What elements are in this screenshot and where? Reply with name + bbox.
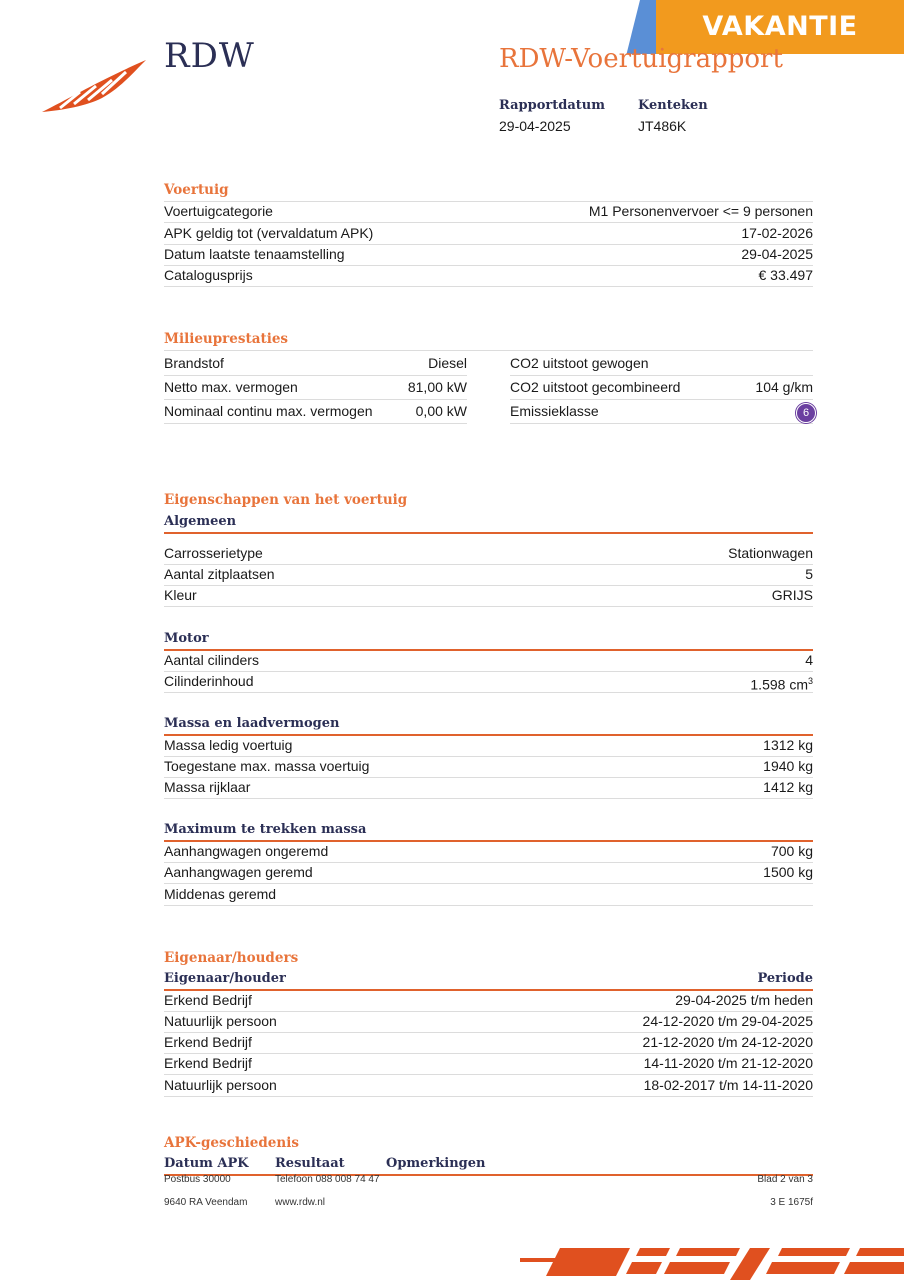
section-milieu-title: Milieuprestaties bbox=[164, 331, 289, 347]
row-label: Catalogusprijs bbox=[164, 267, 253, 283]
table-row bbox=[164, 1032, 813, 1054]
row-value: M1 Personenvervoer <= 9 personen bbox=[588, 203, 813, 219]
section-rule bbox=[164, 532, 813, 534]
row-value: 24-12-2020 t/m 29-04-2025 bbox=[642, 1013, 813, 1029]
col-header-remarks: Opmerkingen bbox=[386, 1156, 486, 1171]
row-value: 104 g/km bbox=[755, 379, 813, 395]
row-value: Stationwagen bbox=[728, 545, 813, 561]
row-value: 1940 kg bbox=[763, 758, 813, 774]
table-row bbox=[164, 990, 813, 1012]
table-row bbox=[164, 1075, 813, 1097]
row-label: Emissieklasse bbox=[510, 403, 599, 419]
rdw-logo-text: RDW bbox=[164, 36, 255, 76]
subsection-motor-title: Motor bbox=[164, 631, 209, 646]
promo-banner[interactable]: VAKANTIE KORTING bbox=[656, 0, 904, 54]
row-label: Netto max. vermogen bbox=[164, 379, 298, 395]
table-row bbox=[164, 735, 813, 757]
section-apk-title: APK-geschiedenis bbox=[164, 1135, 299, 1151]
footer-code: 3 E 1675f bbox=[770, 1197, 813, 1208]
section-eigenschappen-title: Eigenschappen van het voertuig bbox=[164, 492, 408, 508]
row-label: Kleur bbox=[164, 587, 197, 603]
subsection-massa-title: Massa en laadvermogen bbox=[164, 716, 340, 731]
row-label: APK geldig tot (vervaldatum APK) bbox=[164, 225, 374, 241]
table-row bbox=[164, 777, 813, 799]
subsection-algemeen-title: Algemeen bbox=[164, 514, 237, 529]
table-row bbox=[164, 862, 813, 884]
table-row bbox=[164, 585, 813, 607]
row-value: Diesel bbox=[428, 355, 467, 371]
row-label: Erkend Bedrijf bbox=[164, 1055, 252, 1071]
row-value: 18-02-2017 t/m 14-11-2020 bbox=[643, 1077, 813, 1093]
row-label: Datum laatste tenaamstelling bbox=[164, 246, 345, 262]
row-label: Aantal cilinders bbox=[164, 652, 259, 668]
row-label: Toegestane max. massa voertuig bbox=[164, 758, 370, 774]
unit-superscript: 3 bbox=[807, 676, 813, 686]
table-row bbox=[164, 351, 467, 376]
table-row bbox=[164, 265, 813, 287]
row-label: Aanhangwagen ongeremd bbox=[164, 843, 329, 859]
footer-postbus: Postbus 30000 bbox=[164, 1174, 231, 1185]
table-row bbox=[510, 399, 813, 424]
footer-page-number: Blad 2 van 3 bbox=[757, 1174, 813, 1185]
table-row bbox=[164, 375, 467, 400]
plate-value: JT486K bbox=[638, 118, 687, 134]
row-label: Erkend Bedrijf bbox=[164, 992, 252, 1008]
table-row bbox=[164, 756, 813, 778]
table-row bbox=[164, 671, 813, 693]
col-header-result: Resultaat bbox=[275, 1156, 345, 1171]
section-eigenaar-title: Eigenaar/houders bbox=[164, 950, 299, 966]
col-header-apk-date: Datum APK bbox=[164, 1156, 249, 1171]
row-value: 1500 kg bbox=[763, 864, 813, 880]
row-label: Natuurlijk persoon bbox=[164, 1013, 277, 1029]
row-value: 17-02-2026 bbox=[741, 225, 813, 241]
row-value: 700 kg bbox=[770, 843, 813, 859]
row-value: 5 bbox=[805, 566, 813, 582]
row-value bbox=[750, 671, 813, 696]
row-label: Natuurlijk persoon bbox=[164, 1077, 277, 1093]
row-value: € 33.497 bbox=[758, 267, 813, 283]
row-value: 29-04-2025 t/m heden bbox=[675, 992, 813, 1008]
row-value: 1312 kg bbox=[763, 737, 813, 753]
row-label: Nominaal continu max. vermogen bbox=[164, 403, 373, 419]
table-row bbox=[164, 223, 813, 245]
row-value: 81,00 kW bbox=[407, 379, 467, 395]
table-row bbox=[164, 650, 813, 672]
table-row bbox=[164, 1011, 813, 1033]
row-label: Brandstof bbox=[164, 355, 224, 371]
report-date-value: 29-04-2025 bbox=[499, 118, 571, 134]
plate-label: Kenteken bbox=[638, 98, 708, 113]
row-value: 21-12-2020 t/m 24-12-2020 bbox=[642, 1034, 813, 1050]
row-label: Cilinderinhoud bbox=[164, 673, 254, 689]
decorative-stripes-icon bbox=[520, 1244, 904, 1280]
table-row bbox=[164, 564, 813, 586]
row-value: 0,00 kW bbox=[415, 403, 467, 419]
footer-website[interactable]: www.rdw.nl bbox=[275, 1197, 326, 1208]
row-value: 1412 kg bbox=[763, 779, 813, 795]
report-date-label: Rapportdatum bbox=[499, 98, 605, 113]
row-value: 14-11-2020 t/m 21-12-2020 bbox=[643, 1055, 813, 1071]
table-row bbox=[510, 351, 813, 376]
table-row bbox=[164, 244, 813, 266]
rdw-feather-logo-icon bbox=[40, 58, 148, 114]
table-row bbox=[164, 201, 813, 223]
row-label: CO2 uitstoot gewogen bbox=[510, 355, 649, 371]
row-value: GRIJS bbox=[771, 587, 813, 603]
row-value: 29-04-2025 bbox=[741, 246, 813, 262]
table-row bbox=[510, 375, 813, 400]
row-label: Carrosserietype bbox=[164, 545, 263, 561]
displacement-value: 1.598 cm bbox=[750, 676, 808, 693]
footer-city: 9640 RA Veendam bbox=[164, 1197, 248, 1208]
col-header-period: Periode bbox=[757, 971, 813, 986]
table-row bbox=[164, 841, 813, 863]
row-label: Massa rijklaar bbox=[164, 779, 251, 795]
row-value: 4 bbox=[805, 652, 813, 668]
row-label: CO2 uitstoot gecombineerd bbox=[510, 379, 681, 395]
row-label: Middenas geremd bbox=[164, 886, 277, 902]
row-label: Aanhangwagen geremd bbox=[164, 864, 313, 880]
row-label: Massa ledig voertuig bbox=[164, 737, 293, 753]
footer-phone: Telefoon 088 008 74 47 bbox=[275, 1174, 380, 1185]
subsection-trekken-title: Maximum te trekken massa bbox=[164, 822, 367, 837]
section-rule bbox=[164, 1174, 813, 1176]
table-row bbox=[164, 543, 813, 565]
row-label: Erkend Bedrijf bbox=[164, 1034, 252, 1050]
table-row bbox=[164, 399, 467, 424]
table-row bbox=[164, 884, 813, 906]
row-label: Voertuigcategorie bbox=[164, 203, 273, 219]
section-voertuig-title: Voertuig bbox=[164, 182, 229, 198]
col-header-owner: Eigenaar/houder bbox=[164, 971, 286, 986]
emission-class-badge: 6 bbox=[796, 403, 816, 423]
table-row bbox=[164, 1053, 813, 1075]
report-title: RDW-Voertuigrapport bbox=[499, 44, 783, 74]
row-label: Aantal zitplaatsen bbox=[164, 566, 275, 582]
